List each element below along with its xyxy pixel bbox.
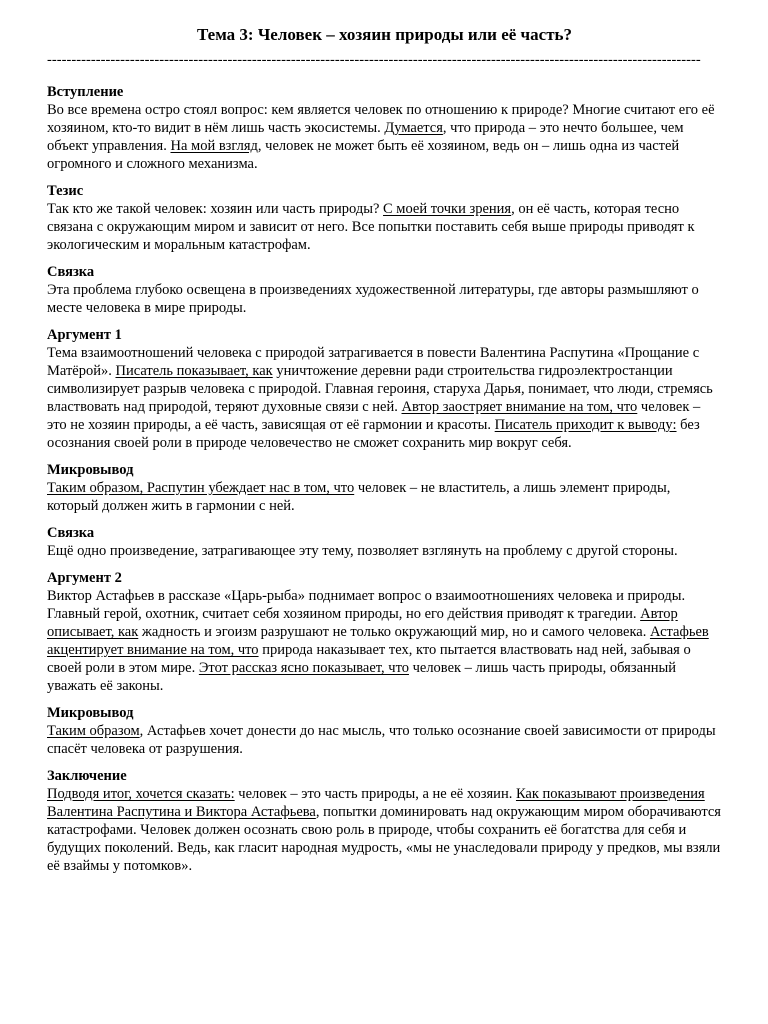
section-paragraph <box>47 101 722 173</box>
section-paragraph <box>47 587 722 695</box>
underlined-phrase: Думается <box>384 120 443 136</box>
page-title: Тема 3: Человек – хозяин природы или её часть? <box>196 25 573 44</box>
section-heading: Вступление <box>47 84 124 100</box>
text-run: человек – это не хозяин природы, а её часть, зависящая от её гармонии и красоты. <box>47 399 701 433</box>
divider-line: -------------------------------------------------------------------------------------------------------------------------------------- <box>47 52 701 68</box>
essay-section <box>47 704 722 758</box>
underlined-phrase: Автор описывает, как <box>47 606 678 640</box>
underlined-phrase: Таким образом, Распутин убеждает нас в том, что <box>47 480 355 496</box>
text-run: человек – лишь часть природы, обязанный уважать её законы. <box>47 660 677 694</box>
section-heading: Связка <box>47 264 95 280</box>
section-paragraph <box>47 722 722 758</box>
section-heading: Заключение <box>47 768 127 784</box>
section-heading: Аргумент 1 <box>47 327 122 343</box>
text-run: , что природа – это нечто большее, чем объект управления. <box>47 120 684 154</box>
section-paragraph <box>47 785 722 875</box>
section-heading: Тезис <box>47 183 84 199</box>
text-run: жадность и эгоизм разрушают не только окружающий мир, но и самого человека. <box>138 624 650 640</box>
text-run: Эта проблема глубоко освещена в произведениях художественной литературы, где авторы размышляют о месте человека в мире природы. <box>47 282 699 316</box>
essay-section <box>47 569 722 695</box>
text-run: Во все времена остро стоял вопрос: кем является человек по отношению к природе? Многие считают его её хозяином, кто-то видит в нём лишь часть экосистемы. <box>47 102 715 136</box>
section-paragraph <box>47 200 722 254</box>
section-heading: Связка <box>47 525 95 541</box>
text-run: уничтожение деревни ради строительства гидроэлектростанции символизирует разрыв человека с природой. Главная героиня, старуха Дарья, понимает, что люди, стремясь властвовать над природой, теряют духовные связи с ней. <box>47 363 713 415</box>
essay-section <box>47 326 722 452</box>
section-heading: Аргумент 2 <box>47 570 122 586</box>
section-paragraph <box>47 479 722 515</box>
section-paragraph <box>47 344 722 452</box>
section-paragraph <box>47 281 722 317</box>
text-run: человек – не властитель, а лишь элемент природы, который должен жить в гармонии с ней. <box>47 480 671 514</box>
essay-section <box>47 182 722 254</box>
underlined-phrase: Таким образом <box>47 723 140 739</box>
essay-section <box>47 767 722 875</box>
section-heading: Микровывод <box>47 462 134 478</box>
essay-section <box>47 263 722 317</box>
underlined-phrase: Подводя итог, хочется сказать: <box>47 786 235 802</box>
underlined-phrase: Как показывают произведения Валентина Распутина и Виктора Астафьева <box>47 786 705 820</box>
essay-section <box>47 83 722 173</box>
text-run: Так кто же такой человек: хозяин или часть природы? <box>47 201 384 217</box>
text-run: , попытки доминировать над окружающим миром оборачиваются катастрофами. Человек должен осознать свою роль в природе, чтобы сохранить её богатства для себя и будущих поколений. Ведь, как гласит народная мудрость, «мы не унаследовали природу у предков, мы взяли её взаймы у потомков». <box>47 804 721 874</box>
underlined-phrase: С моей точки зрения <box>383 201 512 217</box>
essay-body <box>47 83 722 875</box>
text-run: Тема взаимоотношений человека с природой затрагивается в повести Валентина Распутина «Прощание с Матёрой». <box>47 345 700 379</box>
underlined-phrase: Писатель показывает, как <box>115 363 273 379</box>
section-heading: Микровывод <box>47 705 134 721</box>
text-run: Виктор Астафьев в рассказе «Царь-рыба» поднимает вопрос о взаимоотношениях человека и природы. Главный герой, охотник, считает себя хозяином природы, но его действия приводят к трагедии. <box>47 588 686 622</box>
text-run: человек – это часть природы, а не её хозяин. <box>234 786 516 802</box>
text-run: , Астафьев хочет донести до нас мысль, что только осознание своей зависимости от природы спасёт человека от разрушения. <box>47 723 716 757</box>
text-run: , он её часть, которая тесно связана с окружающим миром и зависит от него. Все попытки поставить себя выше природы приводят к экологическим и моральным катастрофам. <box>47 201 695 253</box>
underlined-phrase: На мой взгляд <box>170 138 258 154</box>
text-run: , человек не может быть её хозяином, ведь он – лишь одна из частей огромного и сложного механизма. <box>47 138 680 172</box>
underlined-phrase: Писатель приходит к выводу: <box>494 417 677 433</box>
underlined-phrase: Автор заостряет внимание на том, что <box>401 399 638 415</box>
essay-section <box>47 524 722 560</box>
underlined-phrase: Астафьев акцентирует внимание на том, что <box>47 624 709 658</box>
underlined-phrase: Этот рассказ ясно показывает, что <box>198 660 409 676</box>
text-run: природа наказывает тех, кто пытается властвовать над ней, забывая о своей роли в этом мире. <box>47 642 691 676</box>
section-paragraph <box>47 542 722 560</box>
text-run: без осознания своей роли в природе человечество не сможет сохранить мир вокруг себя. <box>47 417 700 451</box>
essay-section <box>47 461 722 515</box>
text-run: Ещё одно произведение, затрагивающее эту тему, позволяет взглянуть на проблему с другой стороны. <box>47 543 678 559</box>
